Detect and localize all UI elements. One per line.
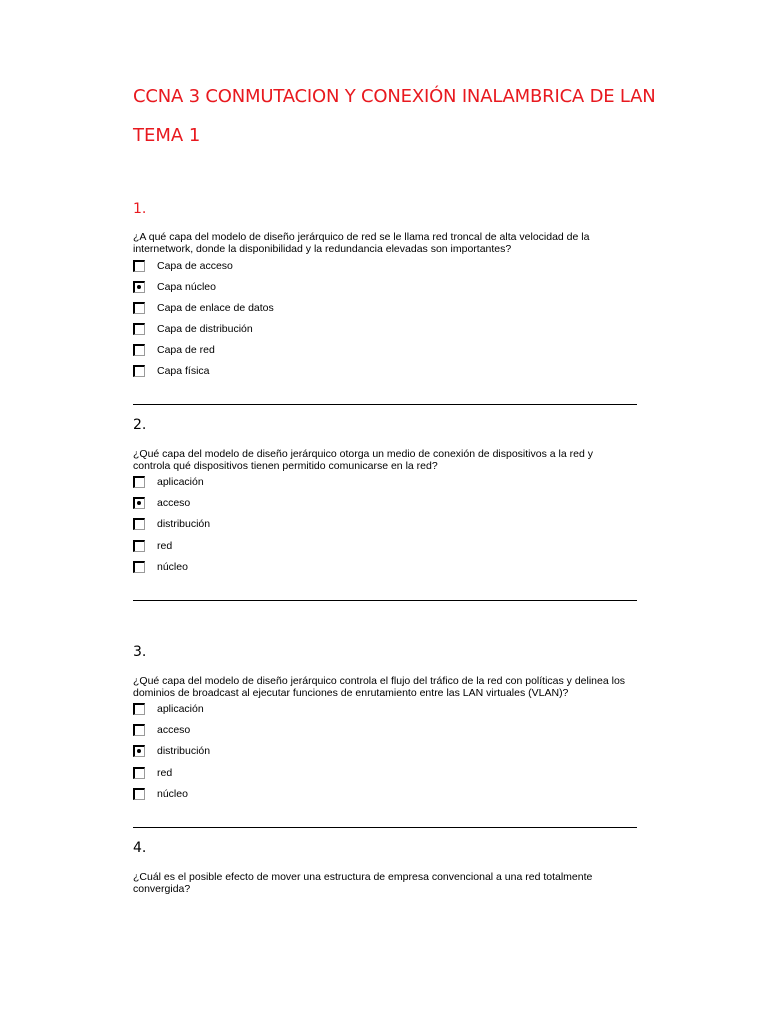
radio-button-icon[interactable] [133, 724, 145, 736]
question-2-line-1: ¿Qué capa del modelo de diseño jerárquico otorga un medio de conexión de dispositivos a la red y [133, 448, 593, 460]
divider [133, 600, 637, 601]
question-3-text [133, 675, 633, 699]
question-3-number: 3. [133, 644, 147, 660]
question-3-option-5[interactable]: núcleo [133, 787, 188, 801]
question-4-line-1: ¿Cuál es el posible efecto de mover una estructura de empresa convencional a una red totalmente [133, 871, 593, 883]
question-1-option-2[interactable]: Capa núcleo [133, 280, 216, 294]
question-1-option-4[interactable]: Capa de distribución [133, 322, 253, 336]
question-2-option-3[interactable]: distribución [133, 517, 210, 531]
radio-button-checked-icon[interactable] [133, 281, 145, 293]
question-4-line-2: convergida? [133, 883, 191, 895]
radio-button-icon[interactable] [133, 518, 145, 530]
question-2-option-4[interactable]: red [133, 539, 172, 553]
radio-button-icon[interactable] [133, 540, 145, 552]
radio-button-icon[interactable] [133, 561, 145, 573]
question-2-number: 2. [133, 417, 147, 433]
question-3-line-2: dominios de broadcast al ejecutar funciones de enrutamiento entre las LAN virtuales (VLAN)? [133, 687, 569, 699]
question-3-option-3[interactable]: distribución [133, 744, 210, 758]
question-4-text [133, 871, 613, 895]
question-1-line-2: internetwork, donde la disponibilidad y la redundancia elevadas son importantes? [133, 243, 512, 255]
radio-button-icon[interactable] [133, 703, 145, 715]
radio-button-checked-icon[interactable] [133, 497, 145, 509]
question-1-option-6[interactable]: Capa física [133, 364, 210, 378]
question-1-option-1[interactable]: Capa de acceso [133, 259, 233, 273]
radio-button-icon[interactable] [133, 788, 145, 800]
radio-button-icon[interactable] [133, 323, 145, 335]
radio-button-icon[interactable] [133, 260, 145, 272]
question-1-text [133, 231, 613, 255]
question-1-option-3[interactable]: Capa de enlace de datos [133, 301, 274, 315]
radio-button-icon[interactable] [133, 302, 145, 314]
question-2-option-1[interactable]: aplicación [133, 475, 204, 489]
question-1-line-1: ¿A qué capa del modelo de diseño jerárquico de red se le llama red troncal de alta velocidad de la [133, 231, 590, 243]
question-2-option-5[interactable]: núcleo [133, 560, 188, 574]
question-1-number: 1. [133, 201, 147, 217]
radio-button-icon[interactable] [133, 767, 145, 779]
question-2-option-2[interactable]: acceso [133, 496, 190, 510]
question-3-option-4[interactable]: red [133, 766, 172, 780]
question-3-line-1: ¿Qué capa del modelo de diseño jerárquico controla el flujo del tráfico de la red con políticas y delinea los [133, 675, 626, 687]
document-title: CCNA 3 CONMUTACION Y CONEXIÓN INALAMBRICA DE LAN [133, 86, 656, 107]
divider [133, 827, 637, 828]
document-subtitle: TEMA 1 [133, 125, 201, 146]
radio-button-icon[interactable] [133, 365, 145, 377]
radio-button-checked-icon[interactable] [133, 745, 145, 757]
question-4-number: 4. [133, 840, 147, 856]
radio-button-icon[interactable] [133, 476, 145, 488]
question-1-option-5[interactable]: Capa de red [133, 343, 215, 357]
question-2-text [133, 448, 613, 472]
question-2-line-2: controla qué dispositivos tienen permitido comunicarse en la red? [133, 460, 438, 472]
radio-button-icon[interactable] [133, 344, 145, 356]
question-3-option-1[interactable]: aplicación [133, 702, 204, 716]
question-3-option-2[interactable]: acceso [133, 723, 190, 737]
divider [133, 404, 637, 405]
